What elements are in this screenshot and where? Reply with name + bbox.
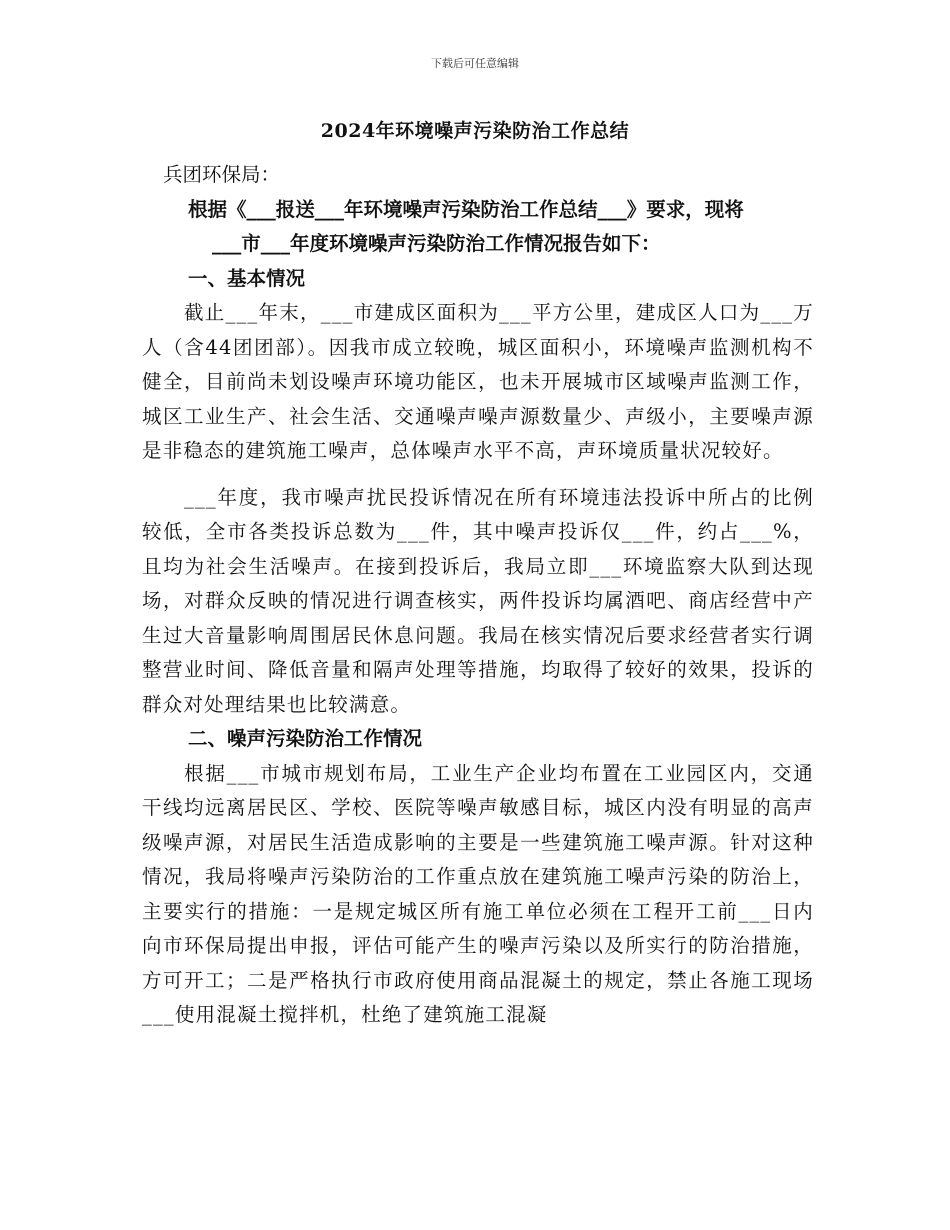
document-title: 2024年环境噪声污染防治工作总结 [320, 120, 630, 142]
section-heading-basic: 一、基本情况 [188, 266, 306, 290]
document-body [142, 158, 814, 1033]
salutation: 兵团环保局： [163, 163, 281, 186]
paragraph-complaints: ___年度，我市噪声扰民投诉情况在所有环境违法投诉中所占的比例较低，全市各类投诉总数为___件，其中噪声投诉仅___件，约占___%，且均为社会生活噪声。在接到投诉后，我局立即___环境监察大队到达现场，对群众反映的情况进行调查核实，两件投诉均属酒吧、商店经营中产生过大音量影响周围居民休息问题。我局在核实情况后要求经营者实行调整营业时间、降低音量和隔声处理等措施，均取得了较好的效果，投诉的群众对处理结果也比较满意。 [142, 485, 814, 716]
intro-line-1: 根据《___报送___年环境噪声污染防治工作总结___》要求，现将 [188, 197, 744, 221]
header-note: 下载后可任意编辑 [431, 57, 519, 70]
paragraph-basic-situation: 截止___年末，___市建成区面积为___平方公里，建成区人口为___万人（含44团团部）。因我市成立较晚，城区面积小，环境噪声监测机构不健全，目前尚未划设噪声环境功能区，也未开展城市区域噪声监测工作，城区工业生产、社会生活、交通噪声噪声源数量少、声级小，主要噪声源是非稳态的建筑施工噪声，总体噪声水平不高，声环境质量状况较好。 [142, 301, 814, 462]
intro-line-2: ___市___年度环境噪声污染防治工作情况报告如下： [212, 232, 661, 255]
paragraph-prevention-work: 根据___市城市规划布局，工业生产企业均布置在工业园区内，交通干线均远离居民区、学校、医院等噪声敏感目标，城区内没有明显的高声级噪声源，对居民生活造成影响的主要是一些建筑施工噪声源。针对这种情况，我局将噪声污染防治的工作重点放在建筑施工噪声污染的防治上，主要实行的措施：一是规定城区所有施工单位必须在工程开工前___日内向市环保局提出申报，评估可能产生的噪声污染以及所实行的防治措施，方可开工；二是严格执行市政府使用商品混凝土的规定，禁止各施工现场___使用混凝土搅拌机，杜绝了建筑施工混凝 [142, 761, 814, 1026]
section-heading-prevention: 二、噪声污染防治工作情况 [188, 727, 423, 750]
